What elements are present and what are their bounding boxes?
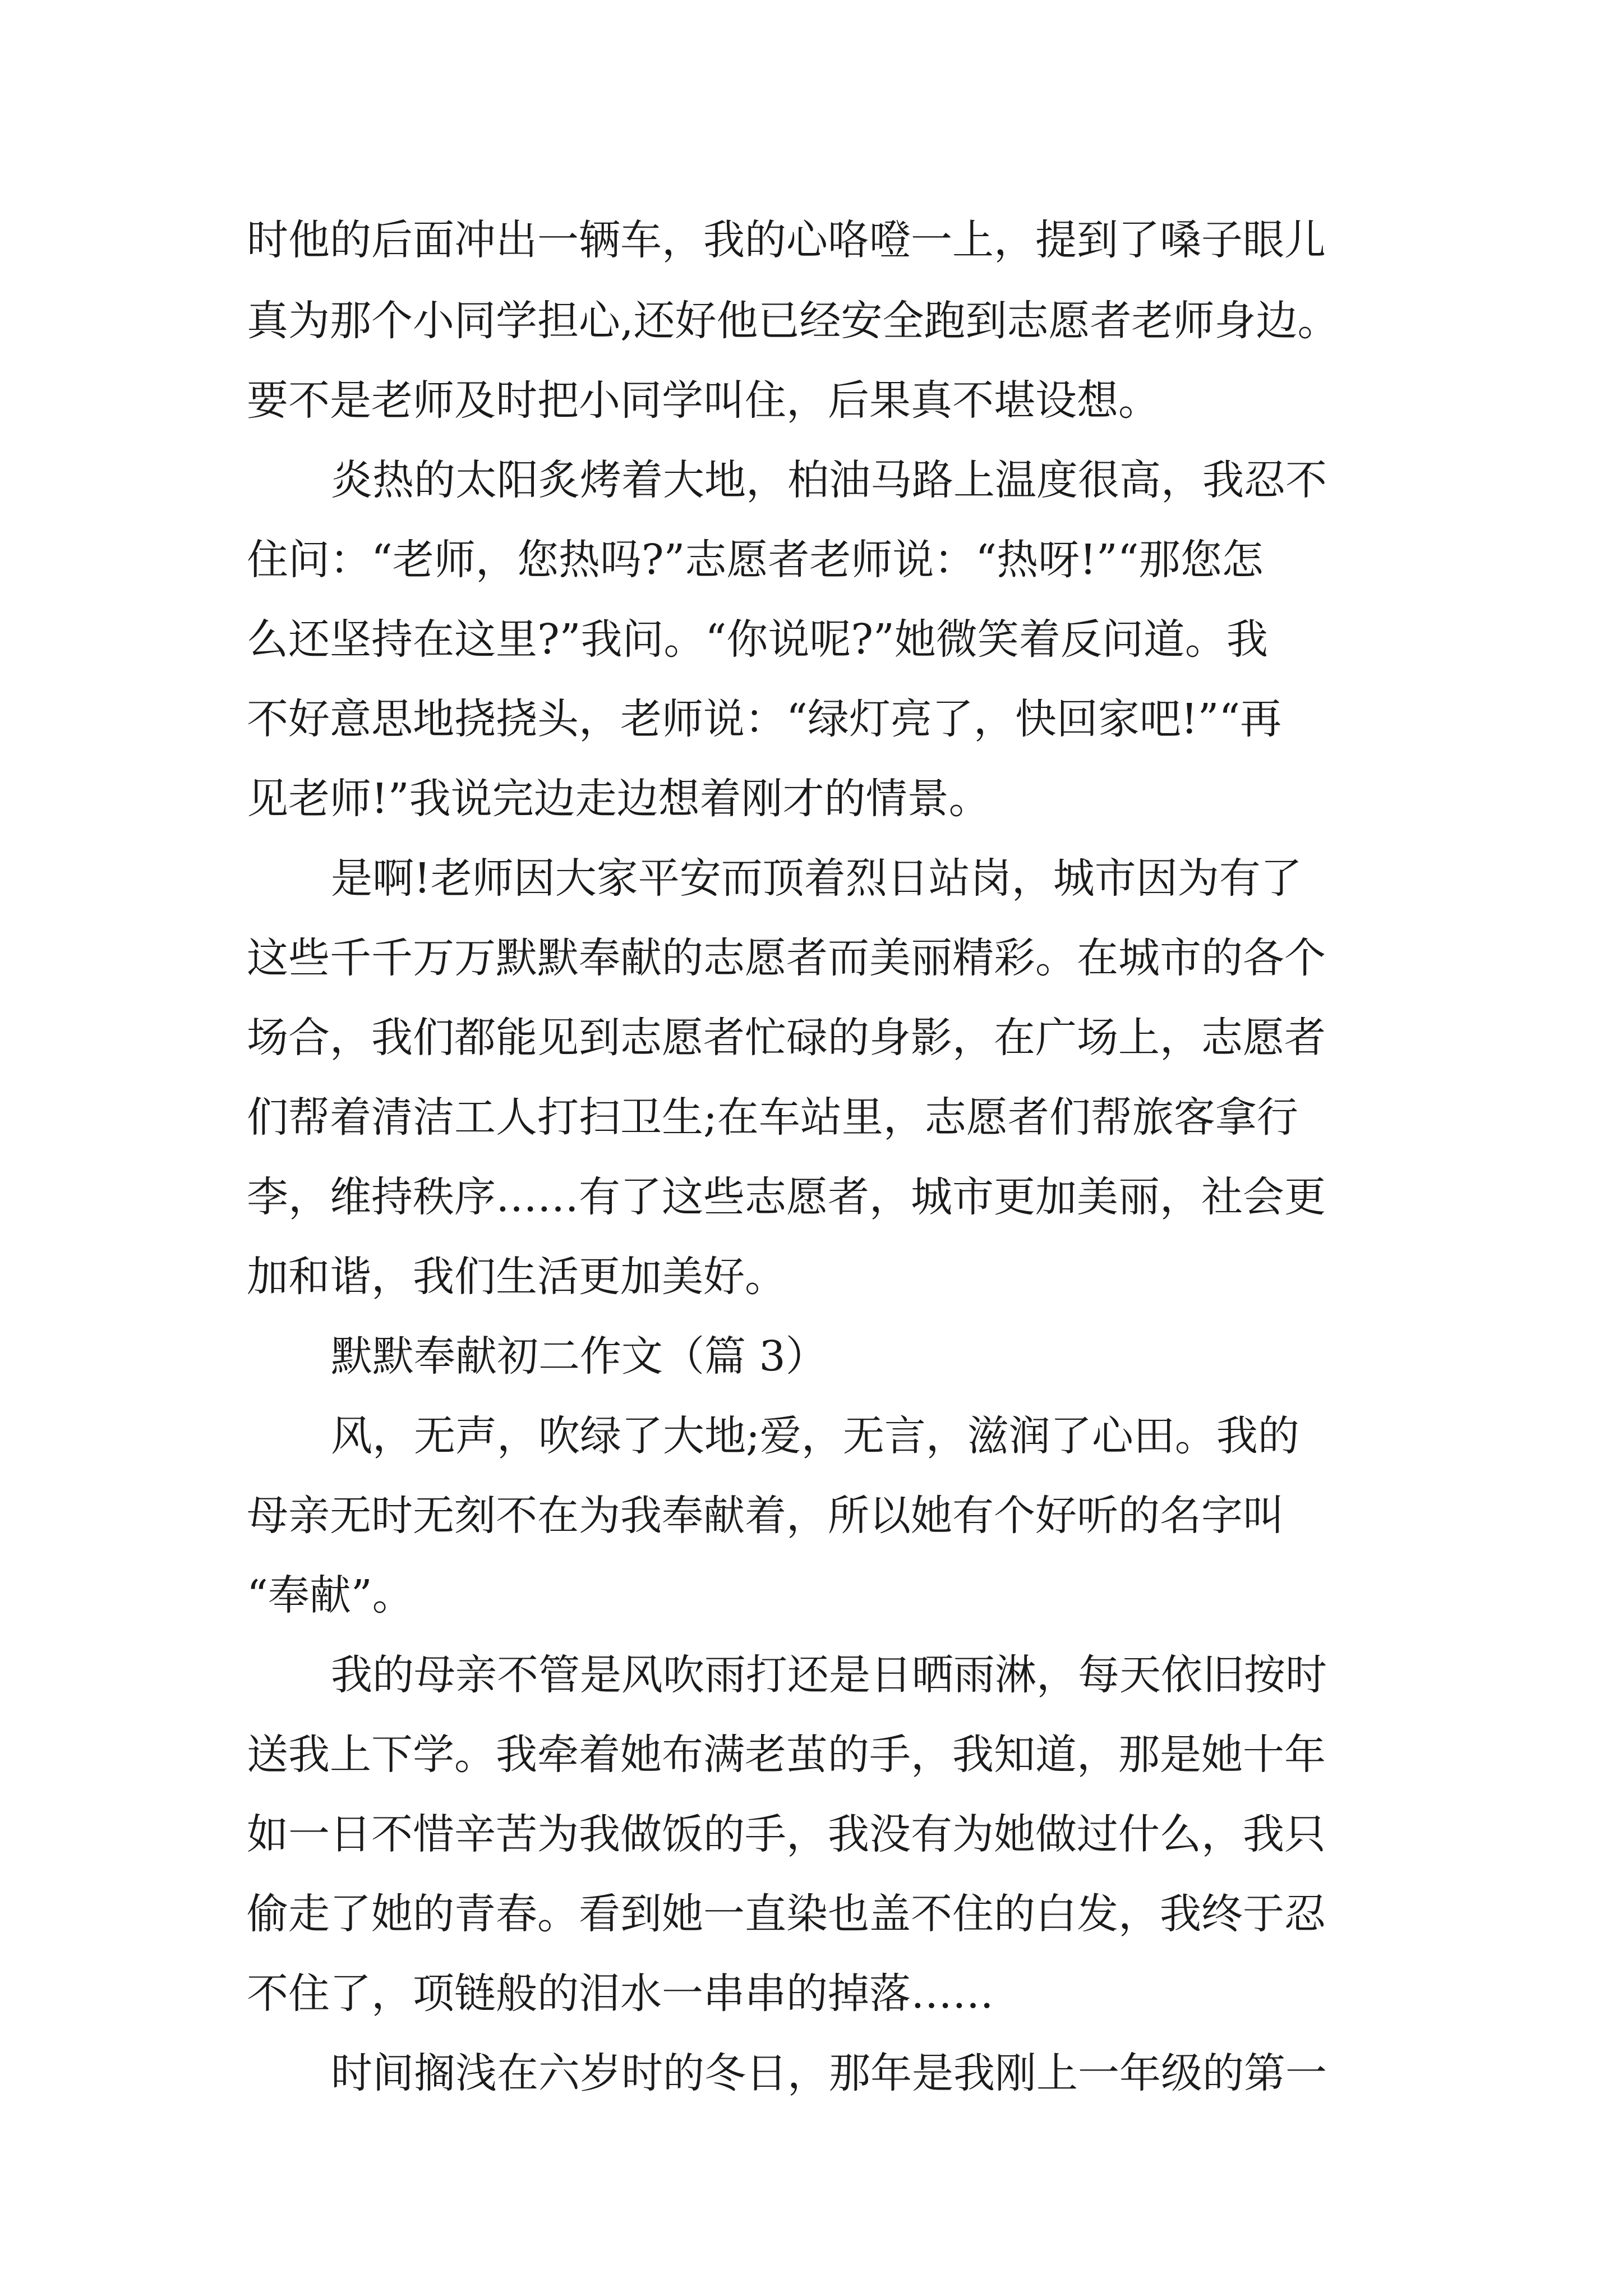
- text-line: “奉献”。: [247, 1571, 414, 1619]
- text-line: 是啊!老师因大家平安而顶着烈日站岗，城市因为有了: [331, 854, 1302, 903]
- text-line: 不住了，项链般的泪水一串串的掉落……: [247, 1970, 994, 2018]
- text-line: 们帮着清洁工人打扫卫生;在车站里，志愿者们帮旅客拿行: [247, 1093, 1298, 1142]
- text-line: 么还坚持在这里?”我问。“你说呢?”她微笑着反问道。我: [247, 615, 1268, 664]
- text-line: 送我上下学。我牵着她布满老茧的手，我知道，那是她十年: [247, 1731, 1326, 1779]
- text-line: 偷走了她的青春。看到她一直染也盖不住的白发，我终于忍: [247, 1890, 1326, 1938]
- text-line: 这些千千万万默默奉献的志愿者而美丽精彩。在城市的各个: [247, 934, 1326, 982]
- text-line: 不好意思地挠挠头，老师说：“绿灯亮了，快回家吧!”“再: [247, 695, 1282, 743]
- text-line: 我的母亲不管是风吹雨打还是日晒雨淋，每天依旧按时: [331, 1651, 1327, 1699]
- text-line: 如一日不惜辛苦为我做饭的手，我没有为她做过什么，我只: [247, 1810, 1326, 1858]
- text-line: 见老师!”我说完边走边想着刚才的情景。: [247, 775, 990, 823]
- text-line: 住问：“老师，您热吗?”志愿者老师说：“热呀!”“那您怎: [247, 536, 1264, 584]
- section-heading: 默默奉献初二作文（篇 3）: [331, 1332, 827, 1381]
- text-line: 时间搁浅在六岁时的冬日，那年是我刚上一年级的第一: [331, 2049, 1327, 2097]
- text-line: 时他的后面冲出一辆车，我的心咯噔一上，提到了嗓子眼儿: [247, 216, 1326, 264]
- text-line: 炎热的太阳炙烤着大地，柏油马路上温度很高，我忍不: [331, 456, 1327, 504]
- text-line: 场合，我们都能见到志愿者忙碌的身影，在广场上，志愿者: [247, 1014, 1326, 1062]
- text-line: 要不是老师及时把小同学叫住，后果真不堪设想。: [247, 376, 1160, 425]
- text-line: 李，维持秩序……有了这些志愿者，城市更加美丽，社会更: [247, 1173, 1326, 1221]
- text-line: 风，无声，吹绿了大地;爱，无言，滋润了心田。我的: [331, 1412, 1299, 1460]
- text-line: 母亲无时无刻不在为我奉献着，所以她有个好听的名字叫: [247, 1492, 1284, 1540]
- text-line: 真为那个小同学担心,还好他已经安全跑到志愿者老师身边。: [247, 297, 1339, 345]
- text-line: 加和谐，我们生活更加美好。: [247, 1253, 786, 1301]
